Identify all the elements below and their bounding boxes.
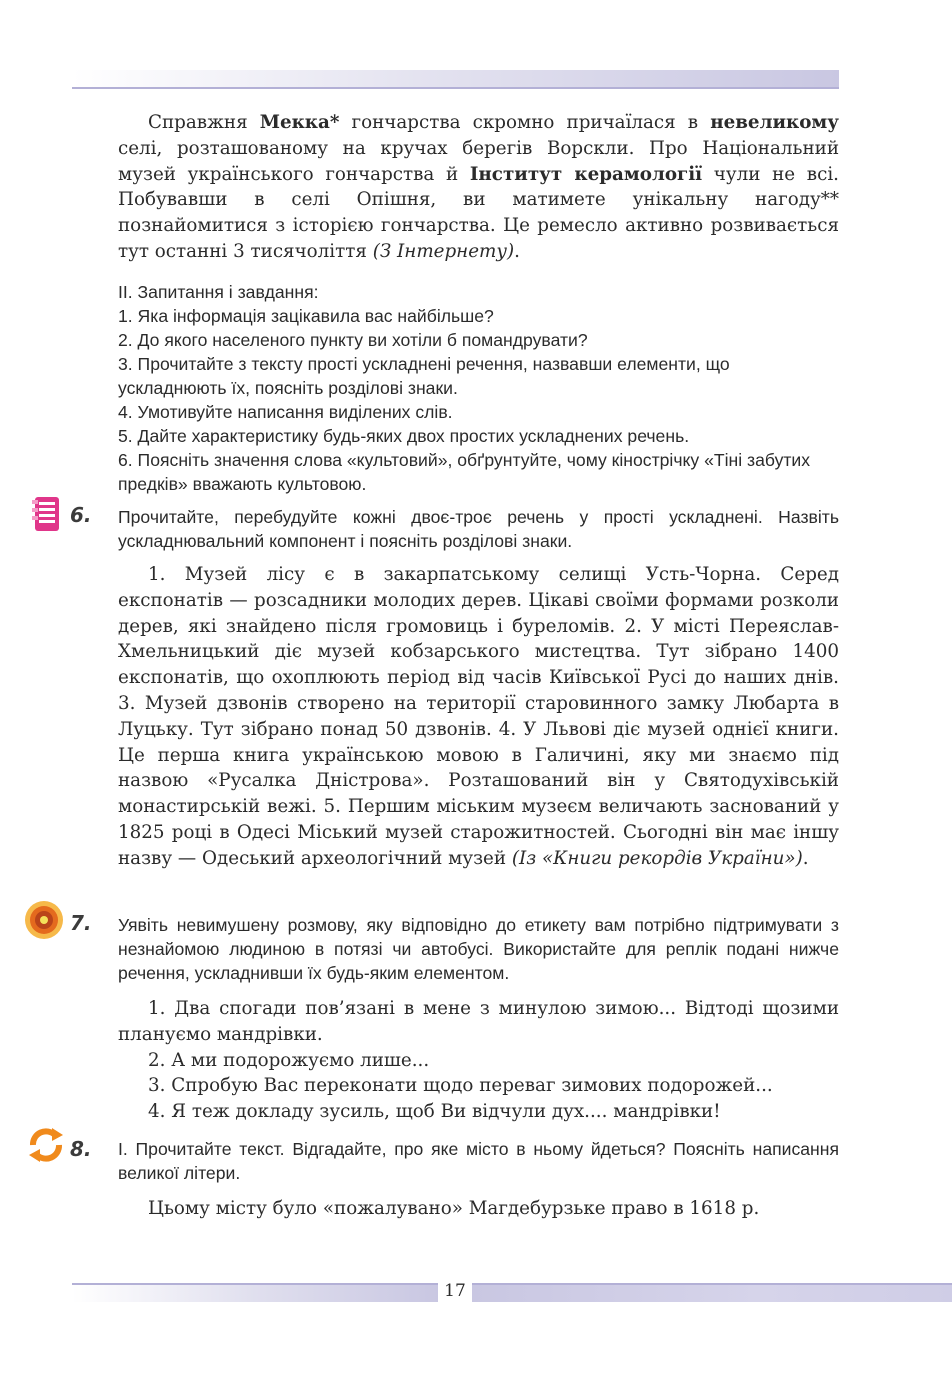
task-8-instruction: І. Прочитайте текст. Відгадайте, про яке місто в ньому йдеться? Поясніть написання великої літери. [118, 1139, 839, 1183]
header-decor-bar [72, 70, 839, 89]
task-6-end: . [802, 847, 809, 869]
intro-bold-mecca: Мекка* [259, 112, 340, 133]
page-number: 17 [444, 1281, 466, 1301]
task-7-item: 1. Два спогади пов’язані в мене з минулою зимою... Відтоді щозими плануємо мандрівки. [118, 998, 839, 1045]
question-item: 4. Умотивуйте написання виділених слів. [118, 402, 453, 422]
notebook-icon [31, 494, 63, 534]
intro-text-2: гончарства скромно причаїлася в [339, 112, 711, 133]
question-item: 3. Прочитайте з тексту прості ускладнені речення, назвавши елементи, що ускладнюють їх, поясніть розділові знаки. [118, 354, 730, 398]
question-item: 1. Яка інформація зацікавила вас найбільше? [118, 306, 494, 326]
task-6-body: 1. Музей лісу є в закарпатському селищі Усть-Чорна. Серед експонатів — розсадники молодих дерев. Цікаві своїми формами розколи дерев, які знайдено після громовиць і буреломів. 2. У місті Переяслав-Хмельницький діє музей кобзарського мистецтва. Тут зібрано 1400 експонатів, що охоплюють період від часів Київської Русі до наших днів. 3. Музей дзвонів створено на території старовинного замку Любарта в Луцьку. Тут зібрано понад 50 дзвонів. 4. У Львові діє музей однієї книги. Це перша книга українською мовою в Галичині, яку ми знаємо під назвою «Русалка Дністрова». Розташований він у Святодухівській монастирській вежі. 5. Першим міським музеєм величають заснований у 1825 році в Одесі Міський музей старожитностей. Сьогодні він має іншу назву — Одеський археологічний музей [118, 564, 839, 869]
questions-heading: ІІ. Запитання і завдання: [118, 282, 319, 302]
intro-text-1: Справжня [148, 112, 260, 133]
intro-end: . [514, 240, 520, 262]
intro-bold-small: невеликому [710, 112, 839, 133]
footer-decor-bar-right [472, 1283, 952, 1302]
footer-decor-bar-left [72, 1283, 438, 1302]
question-item: 2. До якого населеного пункту ви хотіли б помандрувати? [118, 330, 588, 350]
question-item: 6. Поясніть значення слова «культовий», обґрунтуйте, чому кінострічку «Тіні забутих предків» вважають культовою. [118, 450, 811, 494]
intro-text-3: селі, розташованому на кручах берегів Ворскли. Про Національний музей українського гончарства й [118, 137, 839, 185]
task-6-text [118, 562, 839, 872]
task-7-item: 3. Спробую Вас переконати щодо переваг зимових подорожей... [148, 1075, 773, 1097]
intro-paragraph [118, 110, 839, 265]
intro-source: (З Інтернету) [372, 240, 515, 262]
refresh-arrows-icon [25, 1126, 67, 1164]
task-6-number: 6. [70, 503, 92, 527]
task-7-instruction: Уявіть невимушену розмову, яку відповідно до етикету вам потрібно підтримувати з незнайомою людиною в потязі чи автобусі. Використайте для реплік подані нижче речення, ускладнивши їх будь-яким елементом. [118, 915, 839, 983]
task-8-number: 8. [70, 1137, 92, 1161]
intro-text-4: чули не всі. Побувавши в селі Опішня, ви матимете унікальну нагоду** познайомитися з історією гончарства. Це ремесло активно розвивається тут останні 3 тисячоліття [118, 163, 839, 262]
question-item: 5. Дайте характеристику будь-яких двох простих ускладнених речень. [118, 426, 690, 446]
task-7-number: 7. [70, 911, 92, 935]
task-7-item: 2. А ми подорожуємо лише... [148, 1049, 430, 1071]
task-6-instruction: Прочитайте, перебудуйте кожні двоє-троє речень у прості ускладнені. Назвіть ускладнювальний компонент і поясніть розділові знаки. [118, 507, 839, 551]
questions-list [118, 280, 839, 496]
task-6-source: (Із «Книги рекордів України») [511, 847, 803, 869]
task-7-items [118, 996, 839, 1125]
sun-flower-icon [23, 899, 65, 941]
task-8-text: Цьому місту було «пожалувано» Магдебурзьке право в 1618 р. [148, 1198, 760, 1219]
intro-bold-institute: Інститут керамології [469, 163, 703, 185]
task-7-item: 4. Я теж докладу зусиль, щоб Ви відчули дух.... мандрівки! [148, 1101, 721, 1123]
